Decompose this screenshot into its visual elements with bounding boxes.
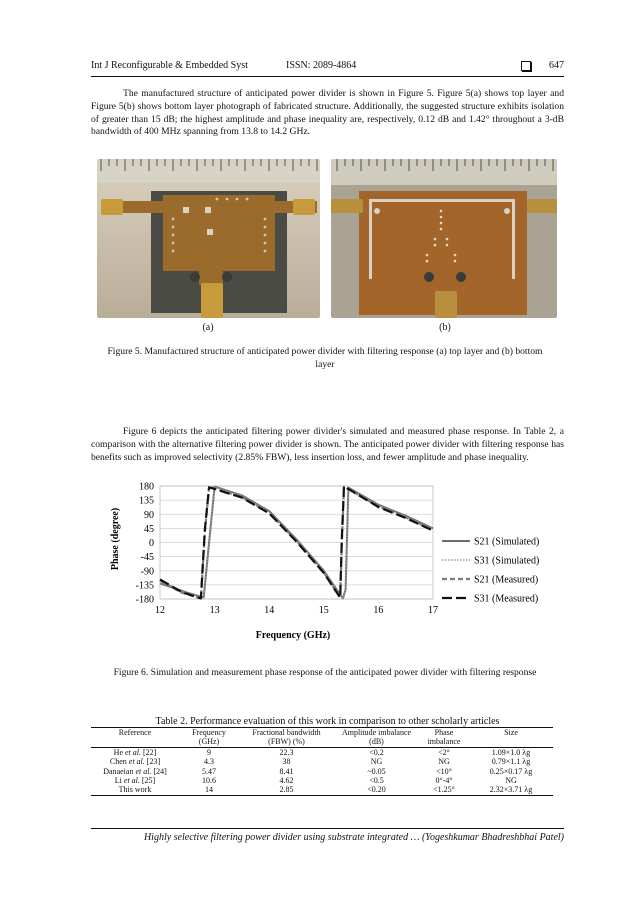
issn: ISSN: 2089-4864 [286,60,357,71]
checkbox-square-icon [521,61,531,71]
paragraph-fabrication: The manufactured structure of anticipated power divider is shown in Figure 5. Figure 5(a) shows top layer and Figure 5(b) shows bottom layer photograph of fabricated structure. Additionally, the suggested structure exhibits isolation of greater than 15 dB; the highest amplitude and phase inequality are, respectively, 0.12 dB and 1.42° throughout a 3-dB bandwidth of 400 MHz spanning from 13.8 to 14.2 GHz. [91,88,564,138]
legend-label: S21 (Simulated) [474,536,540,548]
figure5-photo-bottom-layer [331,159,557,318]
cell-amp: <0.20 [334,785,419,795]
cell-fbw: 8.41 [279,766,294,776]
running-header [91,60,564,76]
cell-phase: <10° [436,766,452,776]
performance-table [91,727,553,796]
footer-rule [91,828,564,829]
figure5-label-b: (b) [439,322,451,333]
legend-label: S31 (Measured) [474,593,539,605]
header-rule [91,76,564,77]
table-row [91,776,553,785]
x-tick-label: 12 [155,605,165,616]
col-header-phase: Phase imbalance [419,728,469,748]
col-header-reference: Reference [91,728,179,748]
table-row [91,747,553,757]
cell-ref: This work [91,785,179,795]
col-header-amplitude: Amplitude imbalance (dB) [334,728,419,748]
cell-size: 1.09×1.0 λg [491,747,531,757]
cell-amp: <0.2 [369,747,384,757]
y-tick-label: 135 [139,495,154,507]
cell-size: 0.79×1.1 λg [491,757,531,767]
cell-freq: 9 [207,747,211,757]
y-axis-label: Phase (degree) [110,507,121,571]
cell-fbw: 4.62 [279,776,294,786]
col-header-frequency: Frequency (GHz) [179,728,239,748]
y-tick-label: 45 [144,523,154,535]
table-row [91,757,553,766]
cell-freq: 4.3 [204,757,214,767]
y-tick-label: -90 [140,566,154,578]
cell-amp: NG [370,757,383,767]
cell-phase: NG [438,757,450,767]
cell-phase: <1.25° [419,785,469,795]
cell-ref: He et al. [22] [113,747,157,757]
cell-size: 2.32×3.71 λg [469,785,553,795]
col-header-fbw: Fractional bandwidth (FBW) (%) [239,728,334,748]
cell-ref: Chen et al. [23] [109,757,161,767]
cell-amp: <0.5 [369,776,384,786]
cell-size: 0.25×0.17 λg [489,766,533,776]
figure6-caption: Figure 6. Simulation and measurement phase response of the anticipated power divider with filtering response [113,667,537,678]
y-tick-label: -45 [140,552,154,564]
x-tick-label: 17 [428,605,438,616]
cell-fbw: 2.85 [239,785,334,795]
cell-fbw: 38 [282,757,291,767]
table2-title: Table 2. Performance evaluation of this work in comparison to other scholarly articles [155,716,500,727]
y-tick-label: 90 [144,509,154,521]
figure5-photo-top-layer [97,159,320,318]
cell-phase: <2° [438,747,450,757]
cell-phase: 0°-4° [435,776,453,786]
table-row [91,767,553,776]
cell-ref: Danaeian et al. [24] [103,766,167,776]
y-tick-label: 0 [149,538,154,549]
cell-freq: 5.47 [202,766,216,776]
x-tick-label: 13 [209,605,220,616]
cell-freq: 10.6 [202,776,216,786]
figure5-label-a: (a) [202,322,214,333]
table-row [91,785,553,795]
legend-label: S21 (Measured) [474,574,539,586]
journal-name: Int J Reconfigurable & Embedded Syst [91,60,248,71]
cell-fbw: 22.3 [279,747,294,757]
cell-amp: ~0.05 [367,766,386,776]
chart-svg [98,474,558,646]
paragraph-phase-response: Figure 6 depicts the anticipated filtering power divider's simulated and measured phase response. In Table 2, a comparison with the alternative filtering power divider is shown. The anticipated power divider with filtering response has benefits such as improved selectivity (2.85% FBW), less insertion loss, and fewer amplitude and phase inequality. [91,426,564,463]
page-number: 647 [549,60,564,71]
y-tick-label: 180 [139,481,154,493]
y-tick-label: -135 [135,580,154,592]
legend-label: S31 (Simulated) [474,555,540,567]
x-tick-label: 16 [373,605,384,616]
cell-freq: 14 [179,785,239,795]
x-tick-label: 15 [318,605,329,616]
x-axis-label: Frequency (GHz) [255,630,331,641]
x-tick-label: 14 [264,605,275,616]
cell-size: NG [505,776,517,786]
figure6-phase-chart [98,474,558,646]
y-tick-label: -180 [135,594,154,606]
col-header-size: Size [469,728,553,748]
figure5-caption: Figure 5. Manufactured structure of anticipated power divider with filtering response (a) top layer and (b) bottom layer [107,346,543,370]
cell-ref: Li et al. [25] [114,776,156,786]
running-footer: Highly selective filtering power divider using substrate integrated … (Yogeshkumar Bhadreshbhai Patel) [143,832,564,843]
table-header-row [91,728,553,748]
